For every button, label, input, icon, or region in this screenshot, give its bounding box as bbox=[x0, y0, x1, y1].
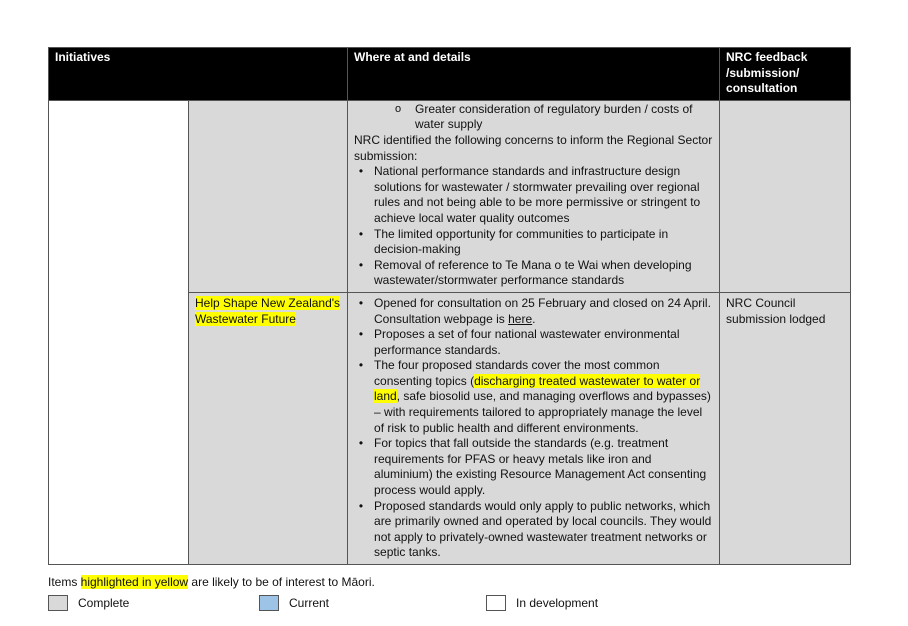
header-where-at: Where at and details bbox=[348, 48, 720, 101]
footnote-post: are likely to be of interest to Māori. bbox=[188, 575, 375, 589]
legend-item-current bbox=[259, 595, 329, 611]
footnote-highlight: highlighted in yellow bbox=[80, 575, 189, 589]
initiative-category-cell bbox=[49, 100, 189, 564]
list-item: • The limited opportunity for communities to participate in decision-making bbox=[374, 227, 713, 258]
list-item: • Proposed standards would only apply to public networks, which are primarily owned and operated by local councils. They would not apply to privately-owned wastewater treatment networks or septic tanks. bbox=[374, 499, 713, 561]
initiatives-table bbox=[48, 47, 851, 565]
sub-list bbox=[354, 102, 713, 133]
list-item: • For topics that fall outside the standards (e.g. treatment requirements for PFAS or heavy metals like iron and aluminium) the existing Resource Management Act consenting process would apply. bbox=[374, 436, 713, 498]
legend-label: In development bbox=[516, 596, 599, 610]
list-item bbox=[374, 296, 713, 327]
standards-text-pre: The four proposed standards cover the most common consenting topics ( bbox=[374, 358, 660, 388]
consultation-period: . bbox=[532, 311, 536, 326]
feedback-cell: NRC Council submission lodged bbox=[720, 292, 851, 564]
details-cell bbox=[348, 292, 720, 564]
legend-item-complete bbox=[48, 595, 129, 611]
legend-label: Current bbox=[289, 596, 330, 610]
list-item: • Removal of reference to Te Mana o te Wai when developing wastewater/stormwater performance standards bbox=[374, 258, 713, 289]
initiative-cell bbox=[189, 292, 348, 564]
feedback-cell bbox=[720, 100, 851, 292]
highlight-footnote bbox=[48, 575, 375, 589]
consultation-text: Opened for consultation on 25 February and closed on 24 April. Consultation webpage is bbox=[374, 295, 711, 326]
standards-text-post: , safe biosolid use, and managing overflows and bypasses) – with requirements tailored to appropriately manage the level of risk to public health and different environments. bbox=[374, 389, 711, 435]
initiative-cell bbox=[189, 100, 348, 292]
status-legend bbox=[48, 595, 748, 615]
initiative-title: Help Shape New Zealand's Wastewater Future bbox=[195, 295, 341, 326]
legend-swatch-complete bbox=[48, 595, 68, 611]
legend-swatch-current bbox=[259, 595, 279, 611]
details-list bbox=[354, 296, 713, 561]
header-row bbox=[49, 48, 851, 101]
highlighted-text: discharging treated wastewater to water or land bbox=[374, 373, 701, 404]
details-cell bbox=[348, 100, 720, 292]
list-item: • National performance standards and infrastructure design solutions for wastewater / stormwater prevailing over regional rules and not being able to be more permissive or stringent to achieve local water quality outcomes bbox=[374, 164, 713, 226]
header-initiatives: Initiatives bbox=[49, 48, 348, 101]
list-item bbox=[374, 358, 713, 436]
concerns-list bbox=[354, 164, 713, 289]
legend-item-in-development bbox=[486, 595, 598, 611]
list-item: o Greater consideration of regulatory burden / costs of water supply bbox=[415, 102, 713, 133]
header-nrc-feedback: NRC feedback /submission/ consultation bbox=[720, 48, 851, 101]
concerns-intro: NRC identified the following concerns to inform the Regional Sector submission: bbox=[354, 132, 713, 163]
legend-swatch-in-development bbox=[486, 595, 506, 611]
footnote-pre: Items bbox=[48, 575, 81, 589]
legend-label: Complete bbox=[78, 596, 130, 610]
consultation-link[interactable]: here bbox=[508, 311, 533, 326]
list-item: • Proposes a set of four national wastewater environmental performance standards. bbox=[374, 327, 713, 358]
table-row bbox=[49, 100, 851, 292]
